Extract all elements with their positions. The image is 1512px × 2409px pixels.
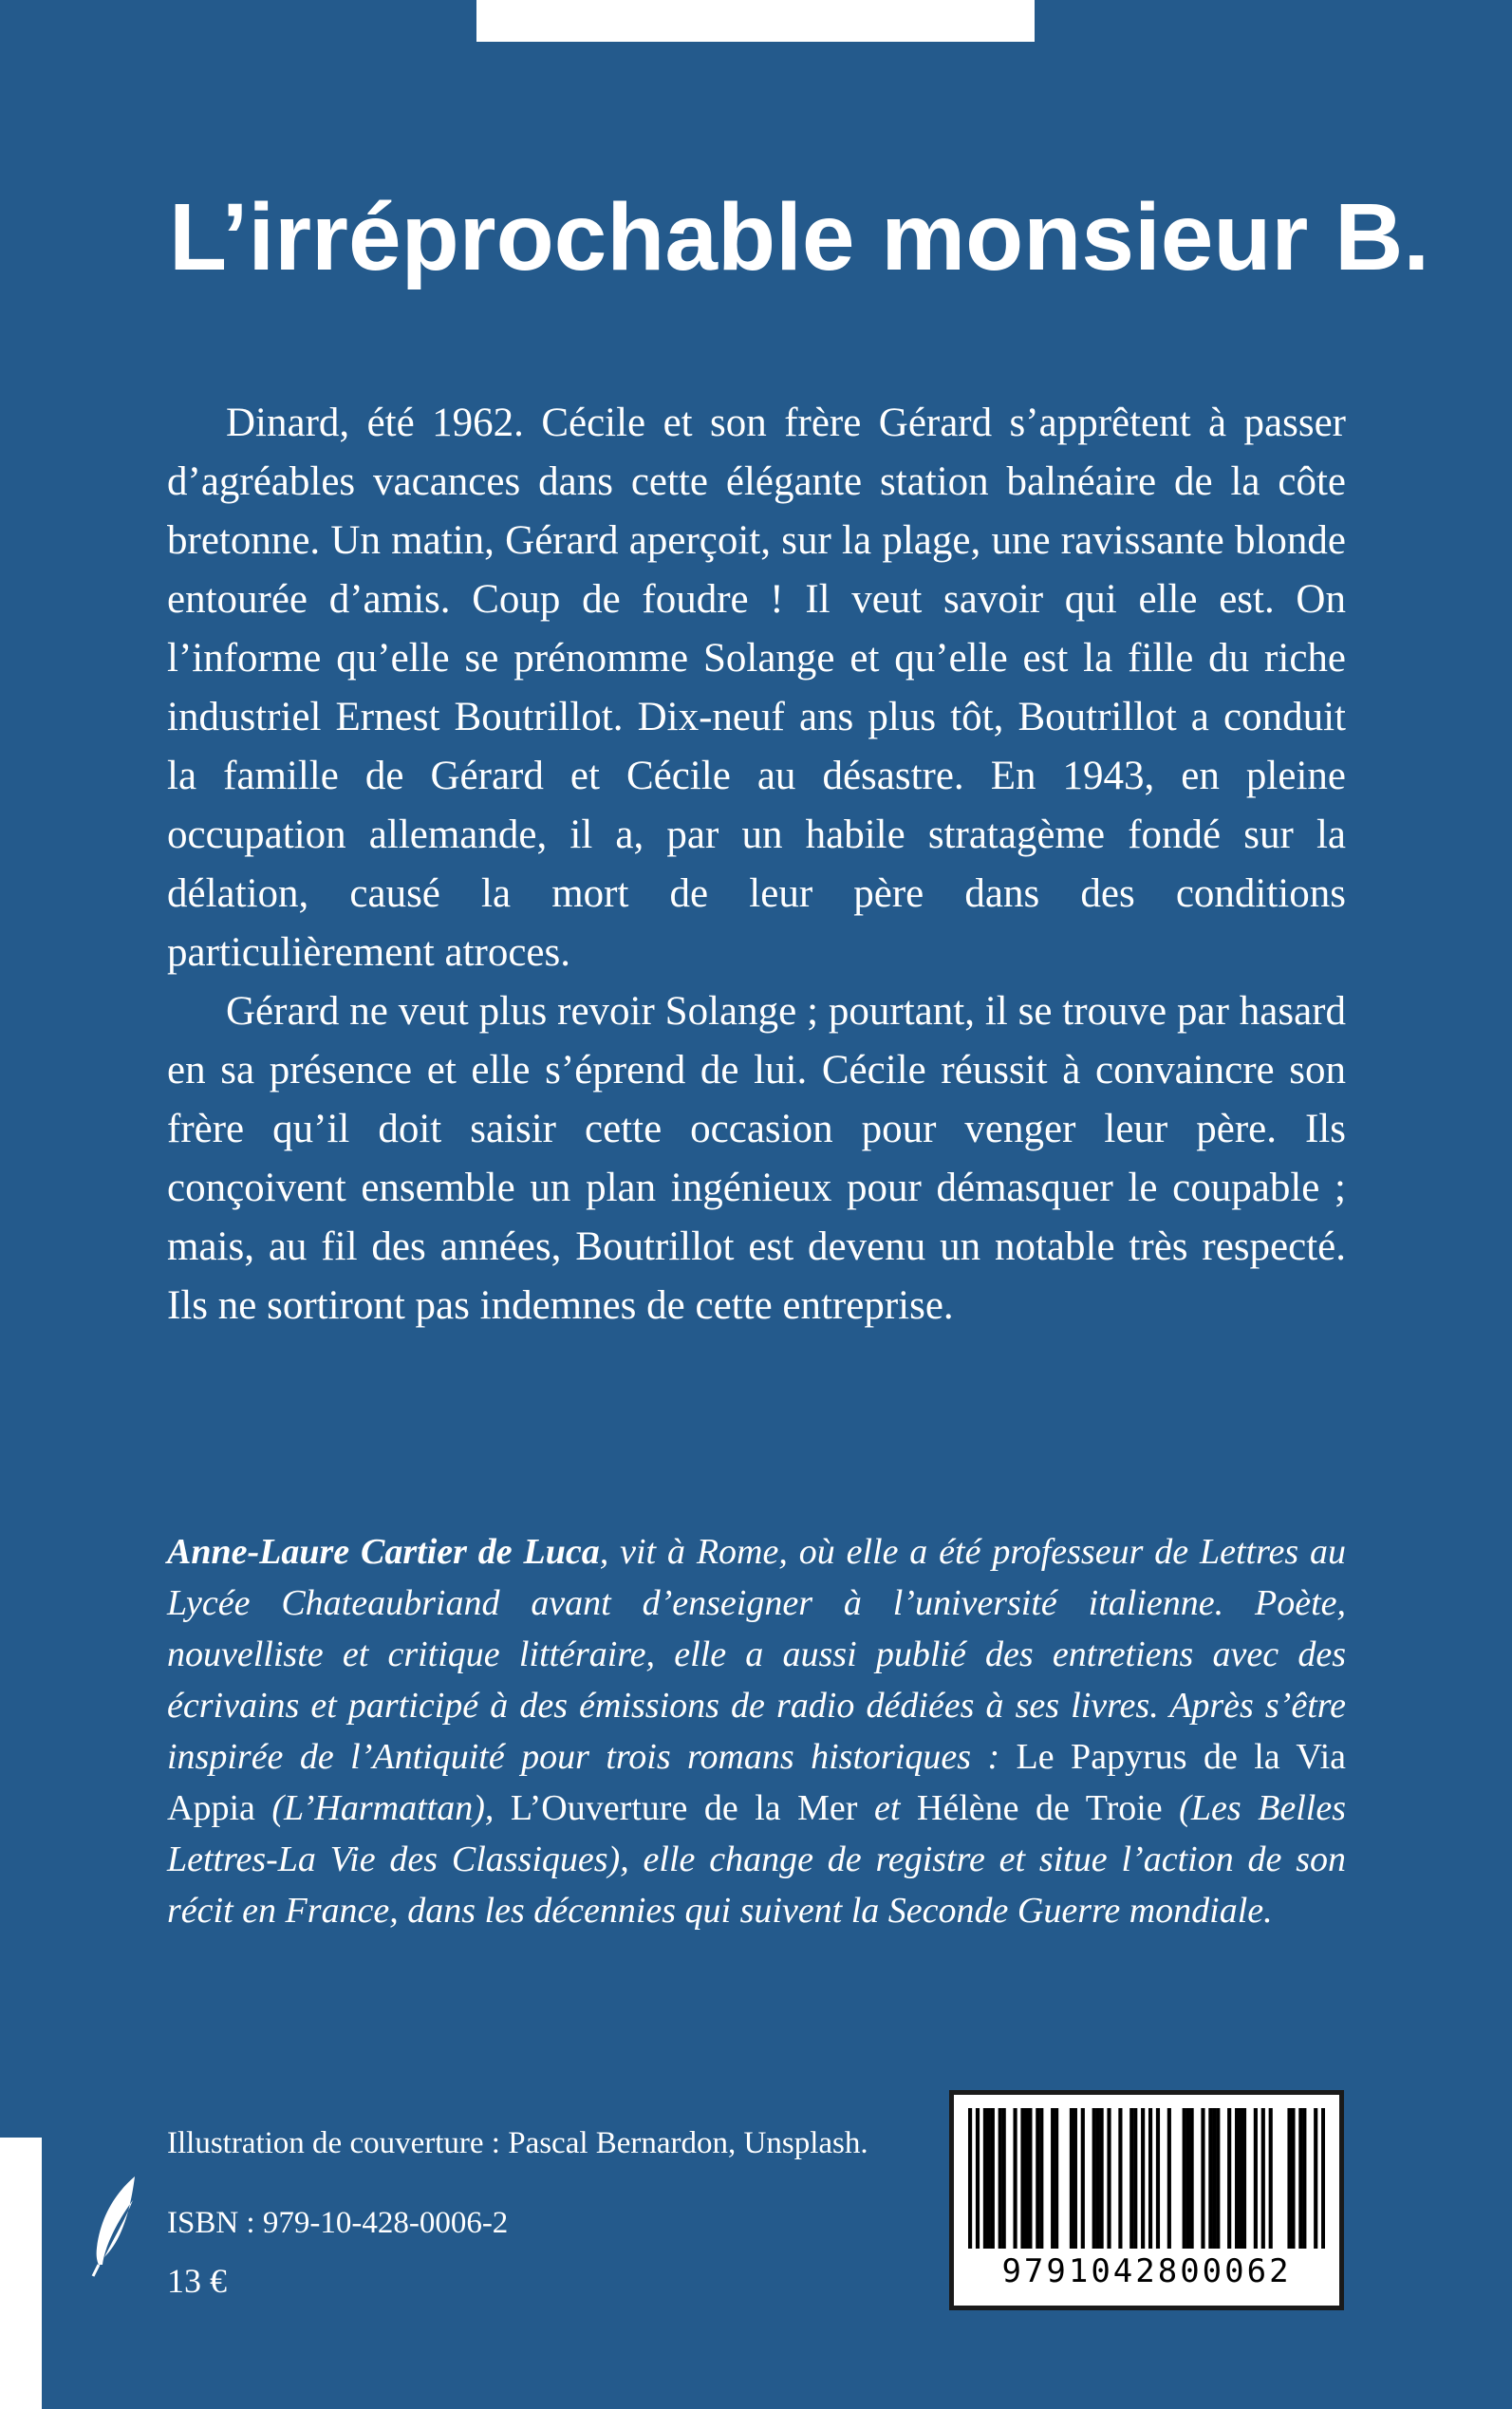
isbn: ISBN : 979-10-428-0006-2 — [167, 2206, 509, 2240]
barcode-bars — [968, 2108, 1325, 2249]
barcode-bar — [983, 2108, 987, 2249]
barcode-bar — [1321, 2108, 1325, 2249]
barcode-bar — [968, 2108, 972, 2249]
barcode-bar — [1081, 2108, 1085, 2249]
summary-paragraph: Gérard ne veut plus revoir Solange ; pourtant, il se trouve par hasard en sa présence et elle s’éprend de lui. Cécile réussit à convaincre son frère qu’il doit saisir cette occasion pour venger leur père. Ils conçoivent ensemble un plan ingénieux pour démasquer le coupable ; mais, au fil des années, Boutrillot est devenu un notable très respecté. Ils ne sortiront pas indemnes de cette entreprise. — [167, 989, 1346, 1328]
barcode-bar — [1013, 2108, 1017, 2249]
barcode-bar — [1020, 2108, 1024, 2249]
barcode-bar — [1239, 2108, 1242, 2249]
barcode-bar — [1212, 2108, 1216, 2249]
book-title-reference: Hélène de Troie — [916, 1788, 1163, 1828]
barcode-bar — [1183, 2108, 1186, 2249]
barcode-bar — [999, 2108, 1002, 2249]
barcode-bar — [991, 2108, 995, 2249]
barcode-bar — [1291, 2108, 1295, 2249]
barcode-bar — [1118, 2108, 1122, 2249]
author-bio — [167, 1526, 1346, 1936]
barcode-bar — [976, 2108, 980, 2249]
barcode-bar — [1235, 2108, 1239, 2249]
barcode-bar — [1302, 2108, 1306, 2249]
barcode-bar — [1024, 2108, 1028, 2249]
book-summary — [167, 394, 1346, 1335]
barcode-bar — [1096, 2108, 1100, 2249]
barcode-bar — [1148, 2108, 1152, 2249]
barcode-bar — [1156, 2108, 1160, 2249]
barcode-bar — [1039, 2108, 1043, 2249]
book-title: L’irréprochable monsieur B. — [169, 184, 1430, 290]
barcode-bar — [1298, 2108, 1302, 2249]
barcode-bar — [1216, 2108, 1220, 2249]
barcode-bar — [1227, 2108, 1231, 2249]
barcode-bar — [1107, 2108, 1111, 2249]
barcode-digits: 9791042800062 — [1001, 2252, 1292, 2290]
barcode-bar — [1242, 2108, 1246, 2249]
barcode-bar — [1092, 2108, 1096, 2249]
author-name: Anne-Laure Cartier de Luca — [167, 1532, 600, 1572]
bio-text: (L’Harmattan), — [254, 1788, 511, 1828]
barcode-bar — [1201, 2108, 1204, 2249]
barcode-bar — [1167, 2108, 1171, 2249]
price: 13 € — [167, 2262, 227, 2300]
cover-illustration-credits: Illustration de couverture : Pascal Bernardon, Unsplash. — [167, 2126, 868, 2160]
barcode-bar — [1055, 2108, 1058, 2249]
book-title-reference: L’Ouverture de la Mer — [510, 1788, 858, 1828]
barcode-bar — [1190, 2108, 1194, 2249]
barcode-bar — [1269, 2108, 1273, 2249]
bio-text: , vit à Rome, où elle a été professeur de Lettres au Lycée Chateaubriand avant d’enseigner à l’université italienne. Poète, nouvelliste et critique littéraire, elle a aussi publié des entretiens avec des écrivains et participé à des émissions de radio dédiées à ses livres. Après s’être inspirée de l’Antiquité pour trois romans historiques : — [167, 1532, 1346, 1777]
barcode-bar — [1314, 2108, 1317, 2249]
barcode-bar — [1287, 2108, 1291, 2249]
barcode-bar — [1051, 2108, 1055, 2249]
barcode-bar — [1133, 2108, 1137, 2249]
book-title-reference: Le Papyrus de la Via Appia — [167, 1737, 1346, 1828]
barcode-bar — [1129, 2108, 1133, 2249]
bio-text: et — [857, 1788, 917, 1828]
top-white-band — [476, 0, 1035, 42]
barcode — [949, 2090, 1344, 2310]
barcode-bar — [1208, 2108, 1212, 2249]
bio-text: (Les Belles Lettres-La Vie des Classiques), elle change de registre et situe l’action de son récit en France, dans les décennies qui suivent la Seconde Guerre mondiale. — [167, 1788, 1346, 1931]
barcode-bar — [1036, 2108, 1039, 2249]
barcode-bar — [1254, 2108, 1258, 2249]
barcode-bar — [1141, 2108, 1145, 2249]
summary-paragraph: Dinard, été 1962. Cécile et son frère Gérard s’apprêtent à passer d’agréables vacances dans cette élégante station balnéaire de la côte bretonne. Un matin, Gérard aperçoit, sur la plage, une ravissante blonde entourée d’amis. Coup de foudre ! Il veut savoir qui elle est. On l’informe qu’elle se prénomme Solange et qu’elle est la fille du riche industriel Ernest Boutrillot. Dix-neuf ans plus tôt, Boutrillot a conduit la famille de Gérard et Cécile au désastre. En 1943, en pleine occupation allemande, il a, par un habile stratagème fondé sur la délation, causé la mort de leur père dans des conditions particulièrement atroces. — [167, 401, 1346, 975]
barcode-bar — [987, 2108, 991, 2249]
barcode-bar — [1028, 2108, 1032, 2249]
barcode-bar — [1002, 2108, 1006, 2249]
barcode-bar — [1070, 2108, 1073, 2249]
barcode-bar — [1100, 2108, 1104, 2249]
left-white-band — [0, 2138, 42, 2409]
barcode-bar — [1261, 2108, 1265, 2249]
barcode-bar — [1073, 2108, 1077, 2249]
barcode-bar — [1186, 2108, 1190, 2249]
feather-icon — [87, 2174, 144, 2283]
